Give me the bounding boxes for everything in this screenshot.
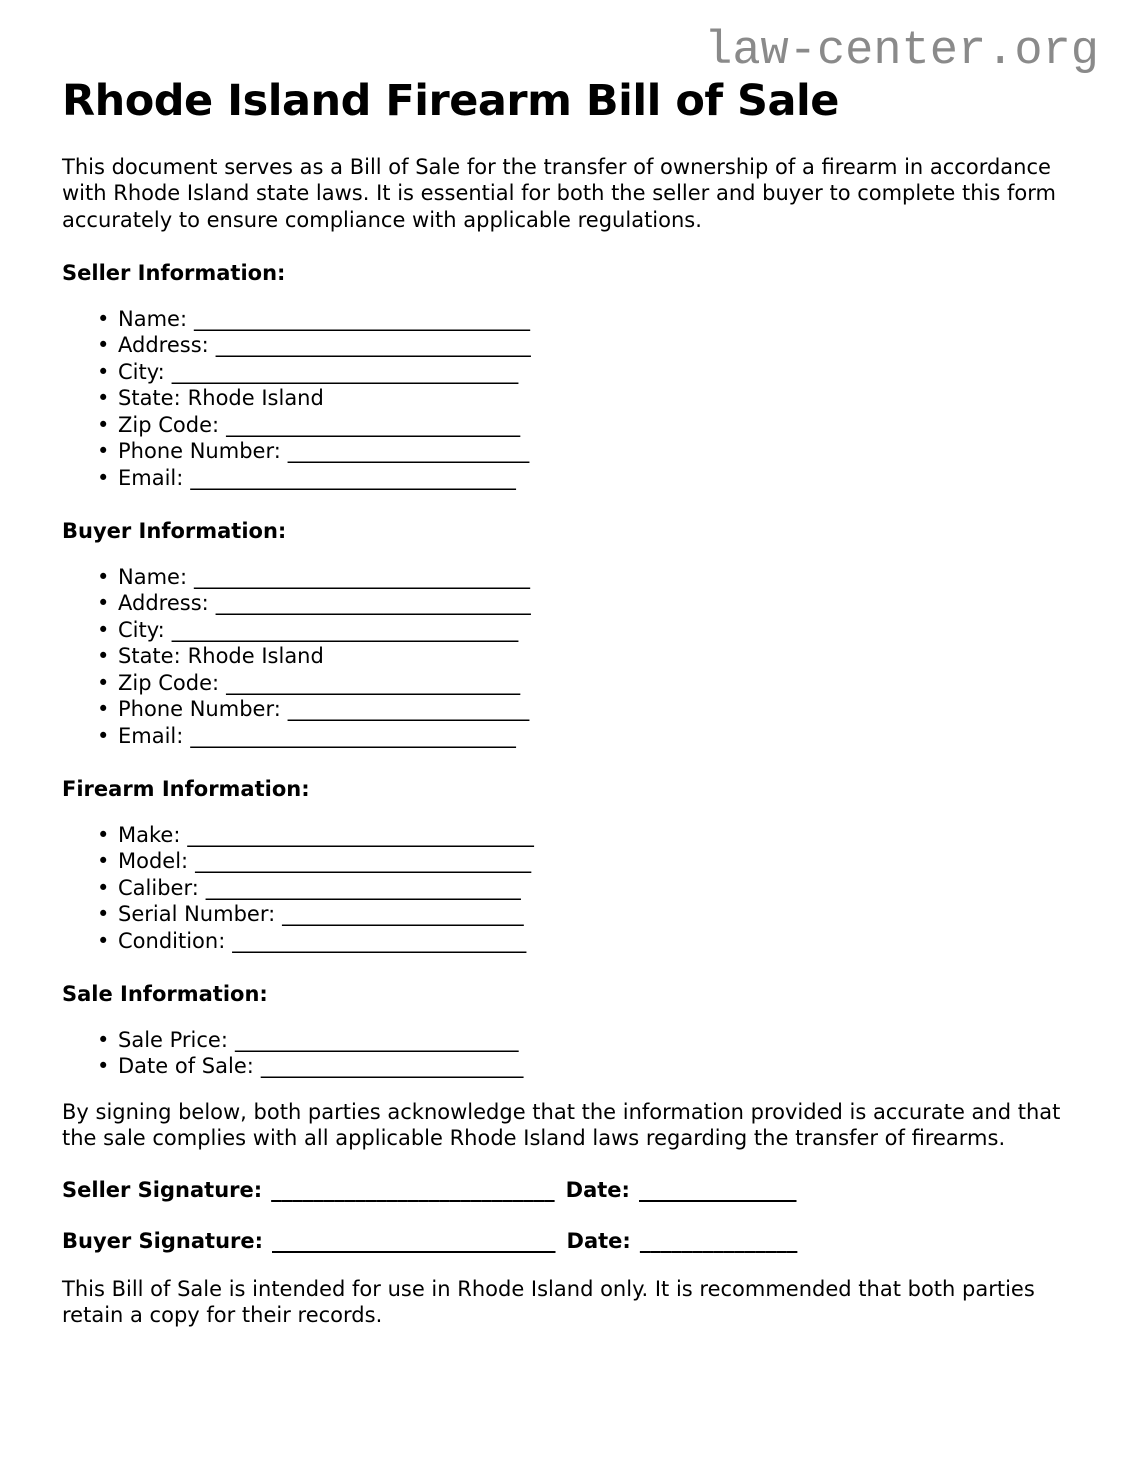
field-firearm-make <box>118 822 1071 849</box>
field-value: Rhode Island <box>187 386 324 411</box>
seller-date-label: Date: <box>565 1177 630 1202</box>
field-label: Email: <box>118 723 184 748</box>
buyer-signature-label: Buyer Signature: <box>62 1229 264 1254</box>
field-seller-city <box>118 359 1071 386</box>
field-seller-state <box>118 385 1071 412</box>
buyer-signature-row <box>62 1228 1071 1255</box>
field-label: City: <box>118 617 165 642</box>
blank-line: _______________________ <box>282 902 524 927</box>
seller-signature-line: ___________________________ <box>271 1177 555 1202</box>
field-label: Zip Code: <box>118 670 220 695</box>
field-buyer-name <box>118 564 1071 591</box>
field-buyer-phone <box>118 696 1071 723</box>
field-label: Zip Code: <box>118 412 220 437</box>
field-label: State: <box>118 644 181 669</box>
field-date-of-sale <box>118 1053 1071 1080</box>
sale-field-list <box>62 1027 1071 1080</box>
field-label: Email: <box>118 465 184 490</box>
field-label: Model: <box>118 849 189 874</box>
field-buyer-address <box>118 590 1071 617</box>
field-buyer-city <box>118 617 1071 644</box>
seller-field-list <box>62 306 1071 492</box>
blank-line: _______________________________ <box>190 465 516 490</box>
blank-line: ___________________________ <box>234 1027 519 1052</box>
section-heading-firearm: Firearm Information: <box>62 777 310 802</box>
field-value: Rhode Island <box>187 644 324 669</box>
field-label: Name: <box>118 306 188 331</box>
field-label: Condition: <box>118 928 226 953</box>
acknowledgment-paragraph: By signing below, both parties acknowledge that the information provided is accurate and that the sale complies with all applicable Rhode Island laws regarding the transfer of firearms. <box>62 1099 1061 1151</box>
blank-line: _________________________________ <box>171 359 519 384</box>
field-label: State: <box>118 386 181 411</box>
blank-line: ________________________________ <box>194 306 531 331</box>
blank-line: ______________________________ <box>215 591 531 616</box>
field-label: Serial Number: <box>118 902 276 927</box>
field-label: Make: <box>118 822 181 847</box>
buyer-signature-line: ___________________________ <box>272 1229 556 1254</box>
blank-line: ______________________________ <box>215 333 531 358</box>
field-label: City: <box>118 359 165 384</box>
field-label: Date of Sale: <box>118 1054 254 1079</box>
watermark-law-center: law-center.org <box>704 25 1099 78</box>
blank-line: _________________________ <box>260 1054 524 1079</box>
field-buyer-email <box>118 723 1071 750</box>
seller-date-line: _______________ <box>638 1177 797 1202</box>
field-seller-name <box>118 306 1071 333</box>
blank-line: ____________________________ <box>226 670 521 695</box>
field-label: Phone Number: <box>118 697 281 722</box>
blank-line: ____________________________ <box>232 928 527 953</box>
intro-paragraph: This document serves as a Bill of Sale for the transfer of ownership of a firearm in accordance with Rhode Island state laws. It is essential for both the seller and buyer to complete this form accurately to ensure compliance with applicable regulations. <box>62 154 1056 232</box>
field-seller-phone <box>118 438 1071 465</box>
blank-line: _______________________ <box>287 439 530 464</box>
section-heading-buyer: Buyer Information: <box>62 519 287 544</box>
field-label: Phone Number: <box>118 439 281 464</box>
field-buyer-zip <box>118 670 1071 697</box>
field-label: Address: <box>118 333 209 358</box>
blank-line: ______________________________ <box>205 875 521 900</box>
blank-line: _________________________________ <box>187 822 534 847</box>
blank-line: _______________________________ <box>190 723 516 748</box>
section-heading-seller: Seller Information: <box>62 261 286 286</box>
footer-note: This Bill of Sale is intended for use in Rhode Island only. It is recommended that both parties retain a copy for their records. <box>62 1276 1035 1328</box>
field-label: Sale Price: <box>118 1027 228 1052</box>
seller-signature-label: Seller Signature: <box>62 1177 263 1202</box>
field-firearm-serial <box>118 901 1071 928</box>
field-firearm-condition <box>118 928 1071 955</box>
blank-line: ________________________________ <box>194 564 531 589</box>
blank-line: ________________________________ <box>195 849 532 874</box>
page-title: Rhode Island Firearm Bill of Sale <box>62 76 839 126</box>
blank-line: _________________________________ <box>171 617 519 642</box>
field-label: Caliber: <box>118 875 199 900</box>
buyer-date-label: Date: <box>566 1229 631 1254</box>
seller-signature-row <box>62 1177 1071 1204</box>
field-seller-email <box>118 465 1071 492</box>
field-firearm-caliber <box>118 875 1071 902</box>
field-buyer-state <box>118 643 1071 670</box>
firearm-field-list <box>62 822 1071 955</box>
field-label: Name: <box>118 564 188 589</box>
field-label: Address: <box>118 591 209 616</box>
blank-line: _______________________ <box>287 697 530 722</box>
field-seller-address <box>118 332 1071 359</box>
buyer-date-line: _______________ <box>639 1229 798 1254</box>
field-sale-price <box>118 1027 1071 1054</box>
blank-line: ____________________________ <box>226 412 521 437</box>
field-seller-zip <box>118 412 1071 439</box>
section-heading-sale: Sale Information: <box>62 982 268 1007</box>
buyer-field-list <box>62 564 1071 750</box>
field-firearm-model <box>118 848 1071 875</box>
